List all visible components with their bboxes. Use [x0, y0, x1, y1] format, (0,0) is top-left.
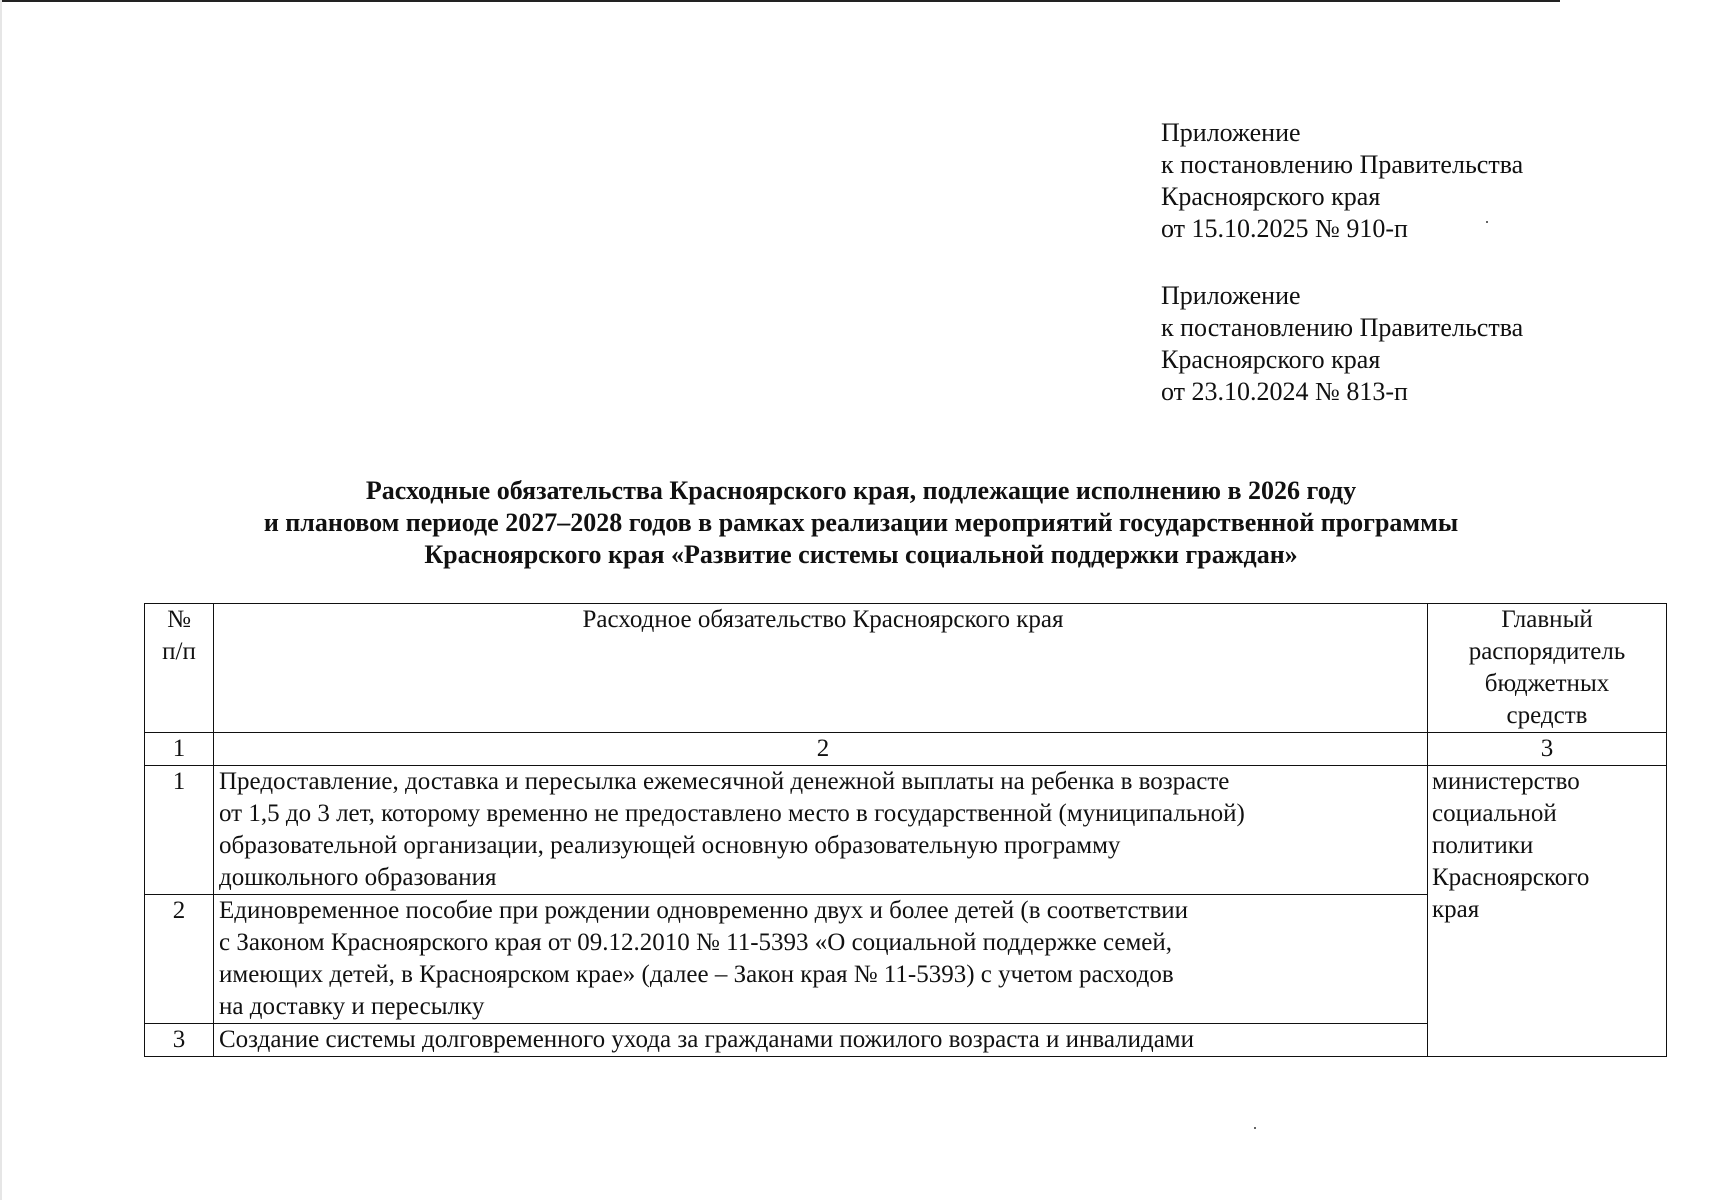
obligation-text-line: дошкольного образования	[219, 864, 497, 891]
obligation-text-line: Предоставление, доставка и пересылка ежемесячной денежной выплаты на ребенка в возрасте	[219, 768, 1230, 795]
row-number-cell: 3	[145, 1024, 214, 1057]
organization-line: политики	[1432, 832, 1534, 859]
scan-border-top	[0, 0, 1560, 2]
appendix-date-number: от 15.10.2025 № 910-п	[1161, 214, 1408, 243]
obligations-table	[144, 603, 1667, 1057]
appendix-line: к постановлению Правительства	[1161, 313, 1524, 342]
appendix-block-previous	[1161, 280, 1523, 408]
obligation-text-line: с Законом Красноярского края от 09.12.2010 № 11-5393 «О социальной поддержке семей,	[219, 929, 1173, 956]
header-org-line: средств	[1506, 702, 1588, 729]
obligation-text-line: Единовременное пособие при рождении одновременно двух и более детей (в соответствии	[219, 897, 1189, 924]
header-number-label: п/п	[162, 638, 196, 665]
header-org-line: распорядитель	[1468, 638, 1626, 665]
table-header-row	[145, 604, 1667, 733]
organization-cell	[1428, 766, 1667, 1057]
row-number-cell: 1	[145, 766, 214, 895]
scan-speck	[1486, 221, 1488, 223]
appendix-line: Красноярского края	[1161, 182, 1381, 211]
obligation-text-line: на доставку и пересылку	[219, 993, 485, 1020]
organization-line: министерство	[1432, 768, 1580, 795]
obligation-text-cell	[214, 766, 1428, 895]
title-line: и плановом периоде 2027–2028 годов в рамках реализации мероприятий государственной программы	[263, 508, 1459, 537]
appendix-line: Красноярского края	[1161, 345, 1381, 374]
table-row	[145, 766, 1667, 895]
header-org-line: Главный	[1501, 606, 1593, 633]
title-line: Красноярского края «Развитие системы социальной поддержки граждан»	[424, 540, 1298, 569]
organization-line: края	[1432, 896, 1480, 923]
organization-line: Красноярского	[1432, 864, 1590, 891]
scan-border-left	[0, 0, 2, 1200]
obligation-text-cell	[214, 895, 1428, 1024]
document-title	[0, 475, 1722, 571]
obligation-text-line: образовательной организации, реализующей основную образовательную программу	[219, 832, 1121, 859]
scan-speck	[1254, 1127, 1256, 1129]
header-number-cell	[145, 604, 214, 733]
header-org-line: бюджетных	[1484, 670, 1610, 697]
column-index-cell: 3	[1428, 733, 1667, 766]
obligation-text-cell	[214, 1024, 1428, 1057]
appendix-block-current	[1161, 117, 1523, 245]
column-index-cell: 1	[145, 733, 214, 766]
obligation-text-line: от 1,5 до 3 лет, которому временно не предоставлено место в государственной (муниципальной)	[219, 800, 1245, 827]
organization-line: социальной	[1432, 800, 1557, 827]
obligation-text-line: Создание системы долговременного ухода за гражданами пожилого возраста и инвалидами	[219, 1026, 1194, 1053]
appendix-line: к постановлению Правительства	[1161, 150, 1524, 179]
appendix-date-number: от 23.10.2024 № 813-п	[1161, 377, 1408, 406]
appendix-line: Приложение	[1161, 118, 1301, 147]
column-index-cell: 2	[214, 733, 1428, 766]
header-number-label: №	[167, 606, 191, 633]
row-number-cell: 2	[145, 895, 214, 1024]
obligation-text-line: имеющих детей, в Красноярском крае» (далее – Закон края № 11-5393) с учетом расходов	[219, 961, 1174, 988]
header-organization-cell	[1428, 604, 1667, 733]
column-index-row	[145, 733, 1667, 766]
title-line: Расходные обязательства Красноярского края, подлежащие исполнению в 2026 году	[365, 476, 1357, 505]
header-obligation-cell: Расходное обязательство Красноярского края	[214, 604, 1428, 733]
appendix-line: Приложение	[1161, 281, 1301, 310]
